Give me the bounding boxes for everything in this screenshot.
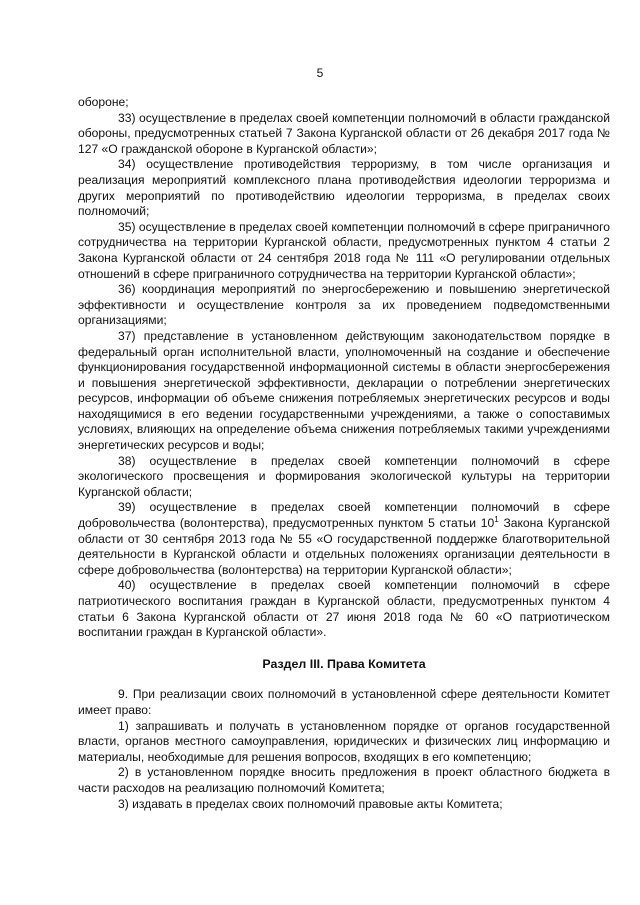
- paragraph-item-38: 38) осуществление в пределах своей компетенции полномочий в сфере экологического просвещения и формирования экологической культуры на территории Курганской области;: [78, 453, 610, 499]
- paragraph-item-36: 36) координация мероприятий по энергосбережению и повышению энергетической эффективности и осуществление контроля за их проведением подведомственными организациями;: [78, 282, 610, 328]
- paragraph-clause-9: 9. При реализации своих полномочий в установленной сфере деятельности Комитет имеет право:: [78, 687, 610, 717]
- paragraph-item-39: [78, 500, 610, 578]
- paragraph-item-39-text-start: 39) осуществление в пределах своей компетенции полномочий в сфере добровольчества (волонтерства), предусмотренных пунктом 5 статьи 10: [78, 500, 610, 531]
- paragraph-item-37: 37) представление в установленном действующим законодательством порядке в федеральный орган исполнительной власти, уполномоченный на создание и обеспечение функционирования государственной информационной системы в области энергосбережения и повышения энергетической эффективности, декларации о потреблении энергетических ресурсов, информации об объеме снижения потребляемых энергетических ресурсов и воды находящимися в его ведении государственными учреждениями, а также о сопоставимых условиях, влияющих на определение объема снижения потребляемых такими учреждениями энергетических ресурсов и воды;: [78, 328, 610, 453]
- superscript: 1: [494, 515, 499, 524]
- section-heading: Раздел III. Права Комитета: [262, 656, 426, 671]
- page-number: 5: [316, 66, 324, 80]
- paragraph-item-40: 40) осуществление в пределах своей компетенции полномочий в сфере патриотического воспитания граждан в Курганской области, предусмотренных пунктом 4 статьи 6 Закона Курганской области от 27 июня 2018 года № 60 «О патриотическом воспитании граждан в Курганской области».: [78, 578, 610, 640]
- paragraph-item-33: 33) осуществление в пределах своей компетенции полномочий в области гражданской обороны, предусмотренных статьей 7 Закона Курганской области от 26 декабря 2017 года № 127 «О гражданской обороне в Курганской области»;: [78, 110, 610, 156]
- paragraph-right-3: 3) издавать в пределах своих полномочий правовые акты Комитета;: [118, 796, 503, 811]
- paragraph-continuation: обороне;: [78, 95, 129, 109]
- paragraph-right-1: 1) запрашивать и получать в установленном порядке от органов государственной власти, органов местного самоуправления, юридических и физических лиц информацию и материалы, необходимые для решения вопросов, входящих в его компетенцию;: [78, 718, 610, 764]
- paragraph-item-34: 34) осуществление противодействия терроризму, в том числе организация и реализация мероприятий комплексного плана противодействия идеологии терроризма и других мероприятий по противодействию идеологии терроризма, в пределах своих полномочий;: [78, 157, 610, 219]
- document-body: [78, 95, 610, 812]
- paragraph-right-2: 2) в установленном порядке вносить предложения в проект областного бюджета в части расходов на реализацию полномочий Комитета;: [78, 765, 610, 795]
- paragraph-item-35: 35) осуществление в пределах своей компетенции полномочий в сфере приграничного сотрудничества на территории Курганской области, предусмотренных пунктом 4 статьи 2 Закона Курганской области от 24 сентября 2018 года № 111 «О регулировании отдельных отношений в сфере приграничного сотрудничества на территории Курганской области»;: [78, 219, 610, 281]
- paragraph-item-39-text-end: Закона Курганской области от 30 сентября 2013 года № 55 «О государственной поддержке благотворительной деятельности в Курганской области и отдельных положениях организации деятельности в сфере добровольчества (волонтерства) на территории Курганской области»;: [78, 516, 610, 577]
